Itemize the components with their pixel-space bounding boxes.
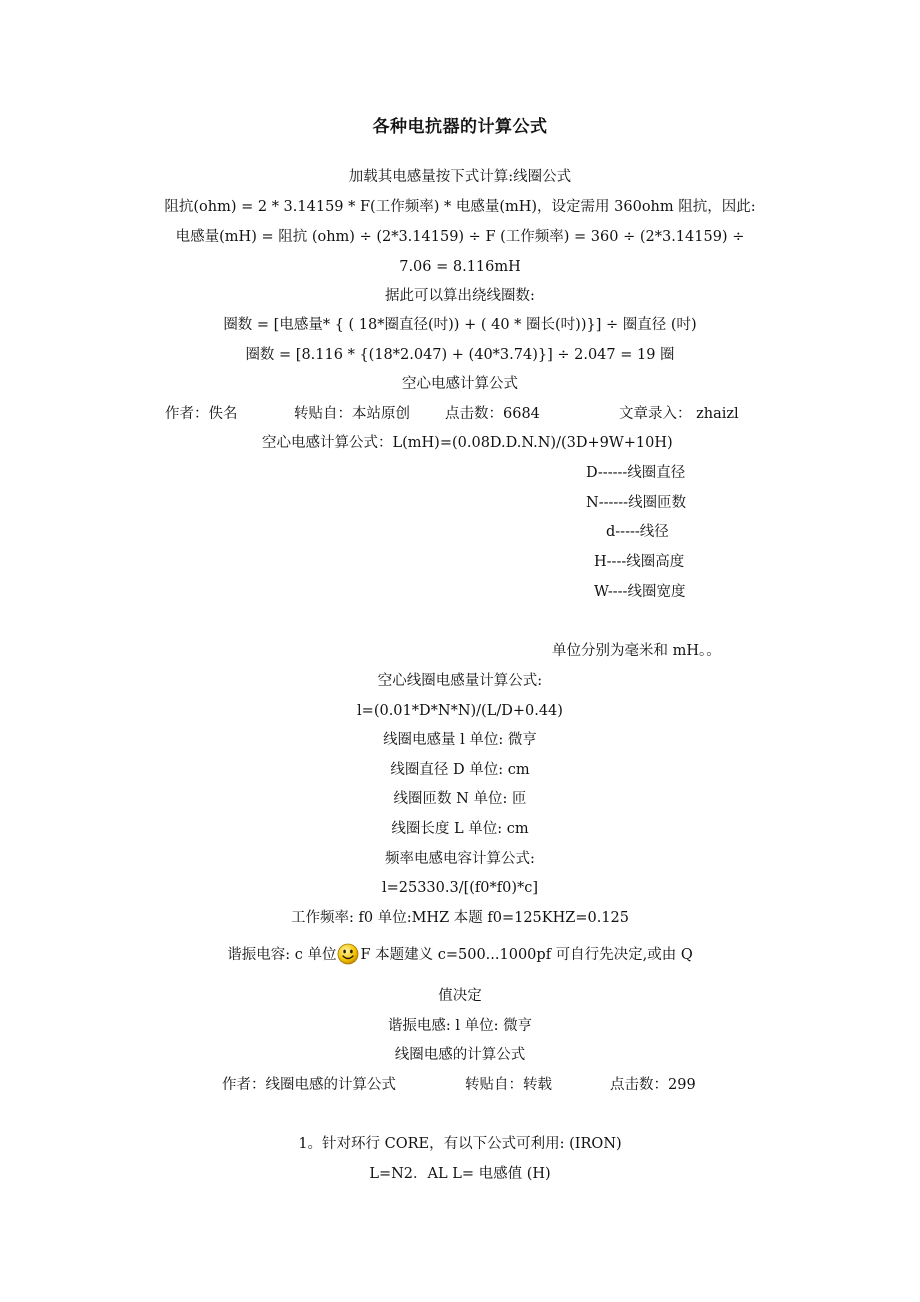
def-wire: d-----线径 xyxy=(606,524,669,540)
article2-source: 转贴自：转载 xyxy=(465,1077,552,1093)
def-diameter: D------线圈直径 xyxy=(586,465,686,481)
intro-text: 加载其电感量按下式计算:线圈公式 xyxy=(348,169,572,185)
coil-formula: l=(0.01*D*N*N)/(L/D+0.44) xyxy=(357,703,563,719)
article-source: 转贴自：本站原创 xyxy=(294,406,410,422)
air-core-formula: 空心电感计算公式：L(mH)=(0.08D.D.N.N)/(3D+9W+10H) xyxy=(262,435,673,451)
coil-item-diameter: 线圈直径 D 单位: cm xyxy=(390,762,530,778)
turns-formula: 圈数 = [电感量* { ( 18*圈直径(吋)) + ( 40 * 圈长(吋))}] ÷ 圈直径 (吋) xyxy=(223,317,697,333)
turns-result: 圈数 = [8.116 * {(18*2.047) + (40*3.74)}] ÷ 2.047 = 19 圈 xyxy=(245,347,675,363)
toroid-formula: L=N2．AL L= 电感值 (H) xyxy=(369,1166,551,1182)
inductance-result: 7.06 = 8.116mH xyxy=(399,259,521,275)
def-width: W----线圈宽度 xyxy=(594,584,686,600)
capacitance-text-before: 谐振电容: c 单位 xyxy=(227,947,337,963)
document-title: 各种电抗器的计算公式 xyxy=(372,117,548,137)
resonance-heading: 频率电感电容计算公式: xyxy=(385,851,535,867)
smiley-emoticon-icon xyxy=(337,943,359,965)
frequency-line: 工作频率: f0 单位:MHZ 本题 f0=125KHZ=0.125 xyxy=(291,910,629,926)
def-turns: N------线圈匝数 xyxy=(586,495,687,511)
coil-item-turns: 线圈匝数 N 单位: 匝 xyxy=(393,791,527,807)
def-height: H----线圈高度 xyxy=(594,554,685,570)
capacitance-line xyxy=(0,943,920,965)
coil-inductance-heading: 线圈电感的计算公式 xyxy=(394,1047,526,1063)
air-core-heading: 空心电感计算公式 xyxy=(402,376,518,392)
article-clicks: 点击数：6684 xyxy=(445,406,540,422)
resonance-inductance: 谐振电感: l 单位: 微亨 xyxy=(387,1018,533,1034)
article-entry: 文章录入： zhaizl xyxy=(619,406,739,422)
toroid-item: 1。针对环行 CORE，有以下公式可利用: (IRON) xyxy=(298,1136,622,1152)
impedance-formula: 阻抗(ohm) = 2 * 3.14159 * F(工作频率) * 电感量(mH)，设定需用 360ohm 阻抗，因此: xyxy=(164,199,756,215)
inductance-formula: 电感量(mH) = 阻抗 (ohm) ÷ (2*3.14159) ÷ F (工作频率) = 360 ÷ (2*3.14159) ÷ xyxy=(175,229,745,245)
coil-item-length: 线圈长度 L 单位: cm xyxy=(391,821,529,837)
capacitance-text-after: F 本题建义 c=500...1000pf 可自行先决定,或由 Q xyxy=(360,947,693,963)
units-note: 单位分别为毫米和 mH。。 xyxy=(552,643,721,659)
turns-intro: 据此可以算出绕线圈数: xyxy=(385,288,535,304)
capacitance-continued: 值决定 xyxy=(438,988,482,1004)
coil-heading: 空心线圈电感量计算公式: xyxy=(377,673,543,689)
article-author: 作者：佚名 xyxy=(165,406,238,422)
resonance-formula: l=25330.3/[(f0*f0)*c] xyxy=(381,880,539,896)
article2-author: 作者：线圈电感的计算公式 xyxy=(222,1077,396,1093)
article2-clicks: 点击数：299 xyxy=(610,1077,696,1093)
coil-item-inductance: 线圈电感量 l 单位: 微亨 xyxy=(383,732,537,748)
